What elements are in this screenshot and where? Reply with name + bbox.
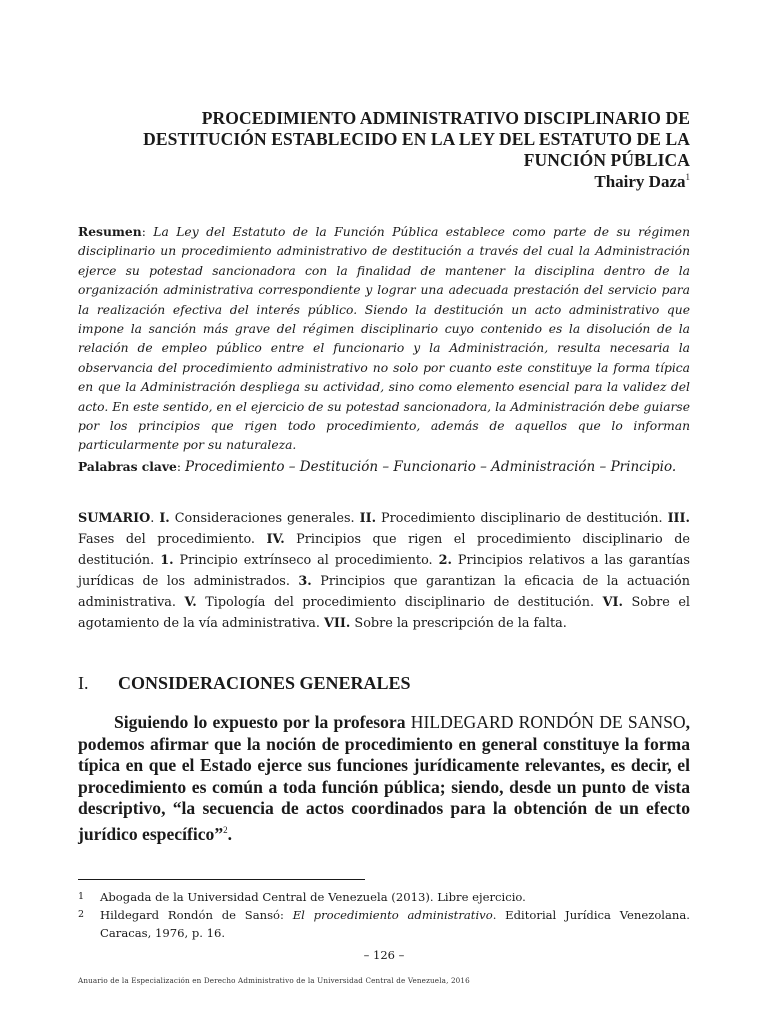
paragraph-text: , podemos afirmar que la noción de procedimiento en general constituye la forma típica en que el Estado ejerce sus funciones jurídicamente relevantes, es decir, el procedimiento es común a toda función pública; siendo, desde un punto de vista descriptivo, “la secuencia de actos coordinados para la obtención de un efecto jurídico específico” bbox=[78, 712, 690, 844]
summary-label: SUMARIO bbox=[78, 511, 151, 526]
summary-item-text: Sobre la prescripción de la falta. bbox=[354, 616, 567, 632]
summary-item-text: Procedimiento disciplinario de destitución. bbox=[381, 511, 663, 526]
section-heading bbox=[78, 673, 690, 694]
abstract: Resumen: La Ley del Estatuto de la Función Pública establece como parte de su régimen disciplinario un procedimiento administrativo de destitución a través del cual la Administración ejerce su potestad sancionadora con la finalidad de mantener la disciplina dentro de la organización administrativa correspondiente y lograr una adecuada prestación del servicio para la realización efectiva del interés público. Siendo la destitución un acto administrativo que impone la sanción más grave del régimen disciplinario cuyo contenido es la disolución de la relación de empleo público entre el funcionario y la Administración, resulta necesaria la observancia del procedimiento administrativo no solo por cuanto este constituye la forma típica en que la Administración despliega su actividad, sino como elemento esencial para la validez del acto. En este sentido, en el ejercicio de su potestad sancionadora, la Administración debe guiarse por los principios que rigen todo procedimiento, además de aquellos que lo informan particularmente por su naturaleza. bbox=[78, 224, 690, 453]
running-footer: Anuario de la Especialización en Derecho Administrativo de la Universidad Central de Venezuela, 2016 bbox=[78, 976, 470, 985]
summary-item-number: 1. bbox=[160, 553, 174, 569]
summary-item-number: V. bbox=[184, 595, 197, 611]
abstract-label: Resumen bbox=[78, 224, 142, 239]
summary: SUMARIO. I. Consideraciones generales. II. Procedimiento disciplinario de destitución. III. Fases del procedimiento. IV. Principios que rigen el procedimiento disciplinario de destitución. 1. Principio extrínseco al procedimiento. 2. Principios relativos a las garantías jurídicas de los administrados. 3. Principios que garantizan la eficacia de la actuación administrativa. V. Tipología del procedimiento disciplinario de destitución. VI. Sobre el agotamiento de la vía administrativa. VII. Sobre la prescripción de la falta. bbox=[78, 511, 690, 632]
keywords: Palabras clave: Procedimiento – Destitución – Funcionario – Administración – Principio. bbox=[78, 459, 677, 475]
summary-item-text: Principios que rigen el procedimiento disciplinario de destitución. bbox=[78, 532, 690, 569]
paragraph-text: Siguiendo lo expuesto por la profesora bbox=[114, 712, 411, 732]
summary-item-number: I. bbox=[159, 511, 170, 526]
summary-item-number: VII. bbox=[323, 616, 351, 632]
body-paragraph bbox=[78, 712, 690, 846]
title-line: DESTITUCIÓN ESTABLECIDO EN LA LEY DEL ESTATUTO DE LA bbox=[143, 129, 690, 149]
footnote-text-pre: Hildegard Rondón de Sansó: bbox=[100, 908, 293, 922]
footnote-separator bbox=[78, 879, 365, 880]
footnotes bbox=[78, 888, 690, 942]
summary-item-number: IV. bbox=[266, 532, 285, 548]
footnote-2 bbox=[78, 906, 690, 942]
paragraph-end: . bbox=[227, 823, 233, 844]
footnote-text bbox=[100, 906, 690, 942]
footnote-number: 2 bbox=[78, 909, 85, 920]
summary-item-number: II. bbox=[359, 511, 377, 526]
summary-item-text: Consideraciones generales. bbox=[174, 511, 355, 526]
abstract-text: La Ley del Estatuto de la Función Pública establece como parte de su régimen disciplinario un procedimiento administrativo de destitución a través del cual la Administración ejerce su potestad sancionadora con la finalidad de mantener la disciplina dentro de la organización administrativa correspondiente y lograr una adecuada prestación del servicio para la realización efectiva del interés público. Siendo la destitución un acto administrativo que impone la sanción más grave del régimen disciplinario cuyo contenido es la disolución de la relación de empleo público entre el funcionario y la Administración, resulta necesaria la observancia del procedimiento administrativo no solo por cuanto este constituye la forma típica en que la Administración despliega su actividad, sino como elemento esencial para la validez del acto. En este sentido, en el ejercicio de su potestad sancionadora, la Administración debe guiarse por los principios que rigen todo procedimiento, además de aquellos que lo informan particularmente por su naturaleza. bbox=[78, 225, 690, 453]
summary-item-text: Fases del procedimiento. bbox=[78, 532, 255, 548]
cited-author-name: HILDEGARD RONDÓN DE SANSO bbox=[410, 712, 686, 732]
summary-item-text: Principio extrínseco al procedimiento. bbox=[179, 553, 433, 569]
title-line: PROCEDIMIENTO ADMINISTRATIVO DISCIPLINARIO DE bbox=[201, 108, 690, 128]
keywords-text: Procedimiento – Destitución – Funcionario – Administración – Principio. bbox=[184, 459, 677, 475]
summary-item-number: III. bbox=[667, 511, 690, 526]
section-number: I. bbox=[78, 673, 89, 693]
footnote-text: Abogada de la Universidad Central de Venezuela (2013). Libre ejercicio. bbox=[100, 890, 526, 904]
paragraph-footnote-ref: 2 bbox=[223, 824, 228, 835]
article-title bbox=[78, 108, 690, 171]
footnote-book-title: El procedimiento administrativo bbox=[292, 908, 493, 922]
summary-item-text: Principios que garantizan la eficacia de la actuación administrativa. bbox=[78, 574, 690, 611]
footnote-text-post: . Editorial Jurídica Venezolana. Caracas, 1976, p. 16. bbox=[100, 908, 690, 940]
title-line: FUNCIÓN PÚBLICA bbox=[523, 150, 690, 170]
footnote-1 bbox=[78, 888, 690, 906]
keywords-label: Palabras clave bbox=[78, 459, 177, 474]
summary-item-text: Sobre el agotamiento de la vía administrativa. bbox=[78, 595, 690, 632]
footnote-number: 1 bbox=[78, 891, 85, 902]
page-number: – 126 – bbox=[363, 948, 405, 962]
author-name bbox=[594, 172, 690, 192]
author-text: Thairy Daza bbox=[594, 172, 686, 191]
summary-item-number: VI. bbox=[602, 595, 623, 611]
section-title: CONSIDERACIONES GENERALES bbox=[118, 673, 411, 693]
summary-item-text: Tipología del procedimiento disciplinario de destitución. bbox=[205, 595, 595, 611]
summary-item-number: 3. bbox=[298, 574, 312, 590]
summary-item-text: Principios relativos a las garantías jurídicas de los administrados. bbox=[78, 553, 690, 590]
summary-item-number: 2. bbox=[438, 553, 452, 569]
author-footnote-ref: 1 bbox=[685, 172, 690, 182]
